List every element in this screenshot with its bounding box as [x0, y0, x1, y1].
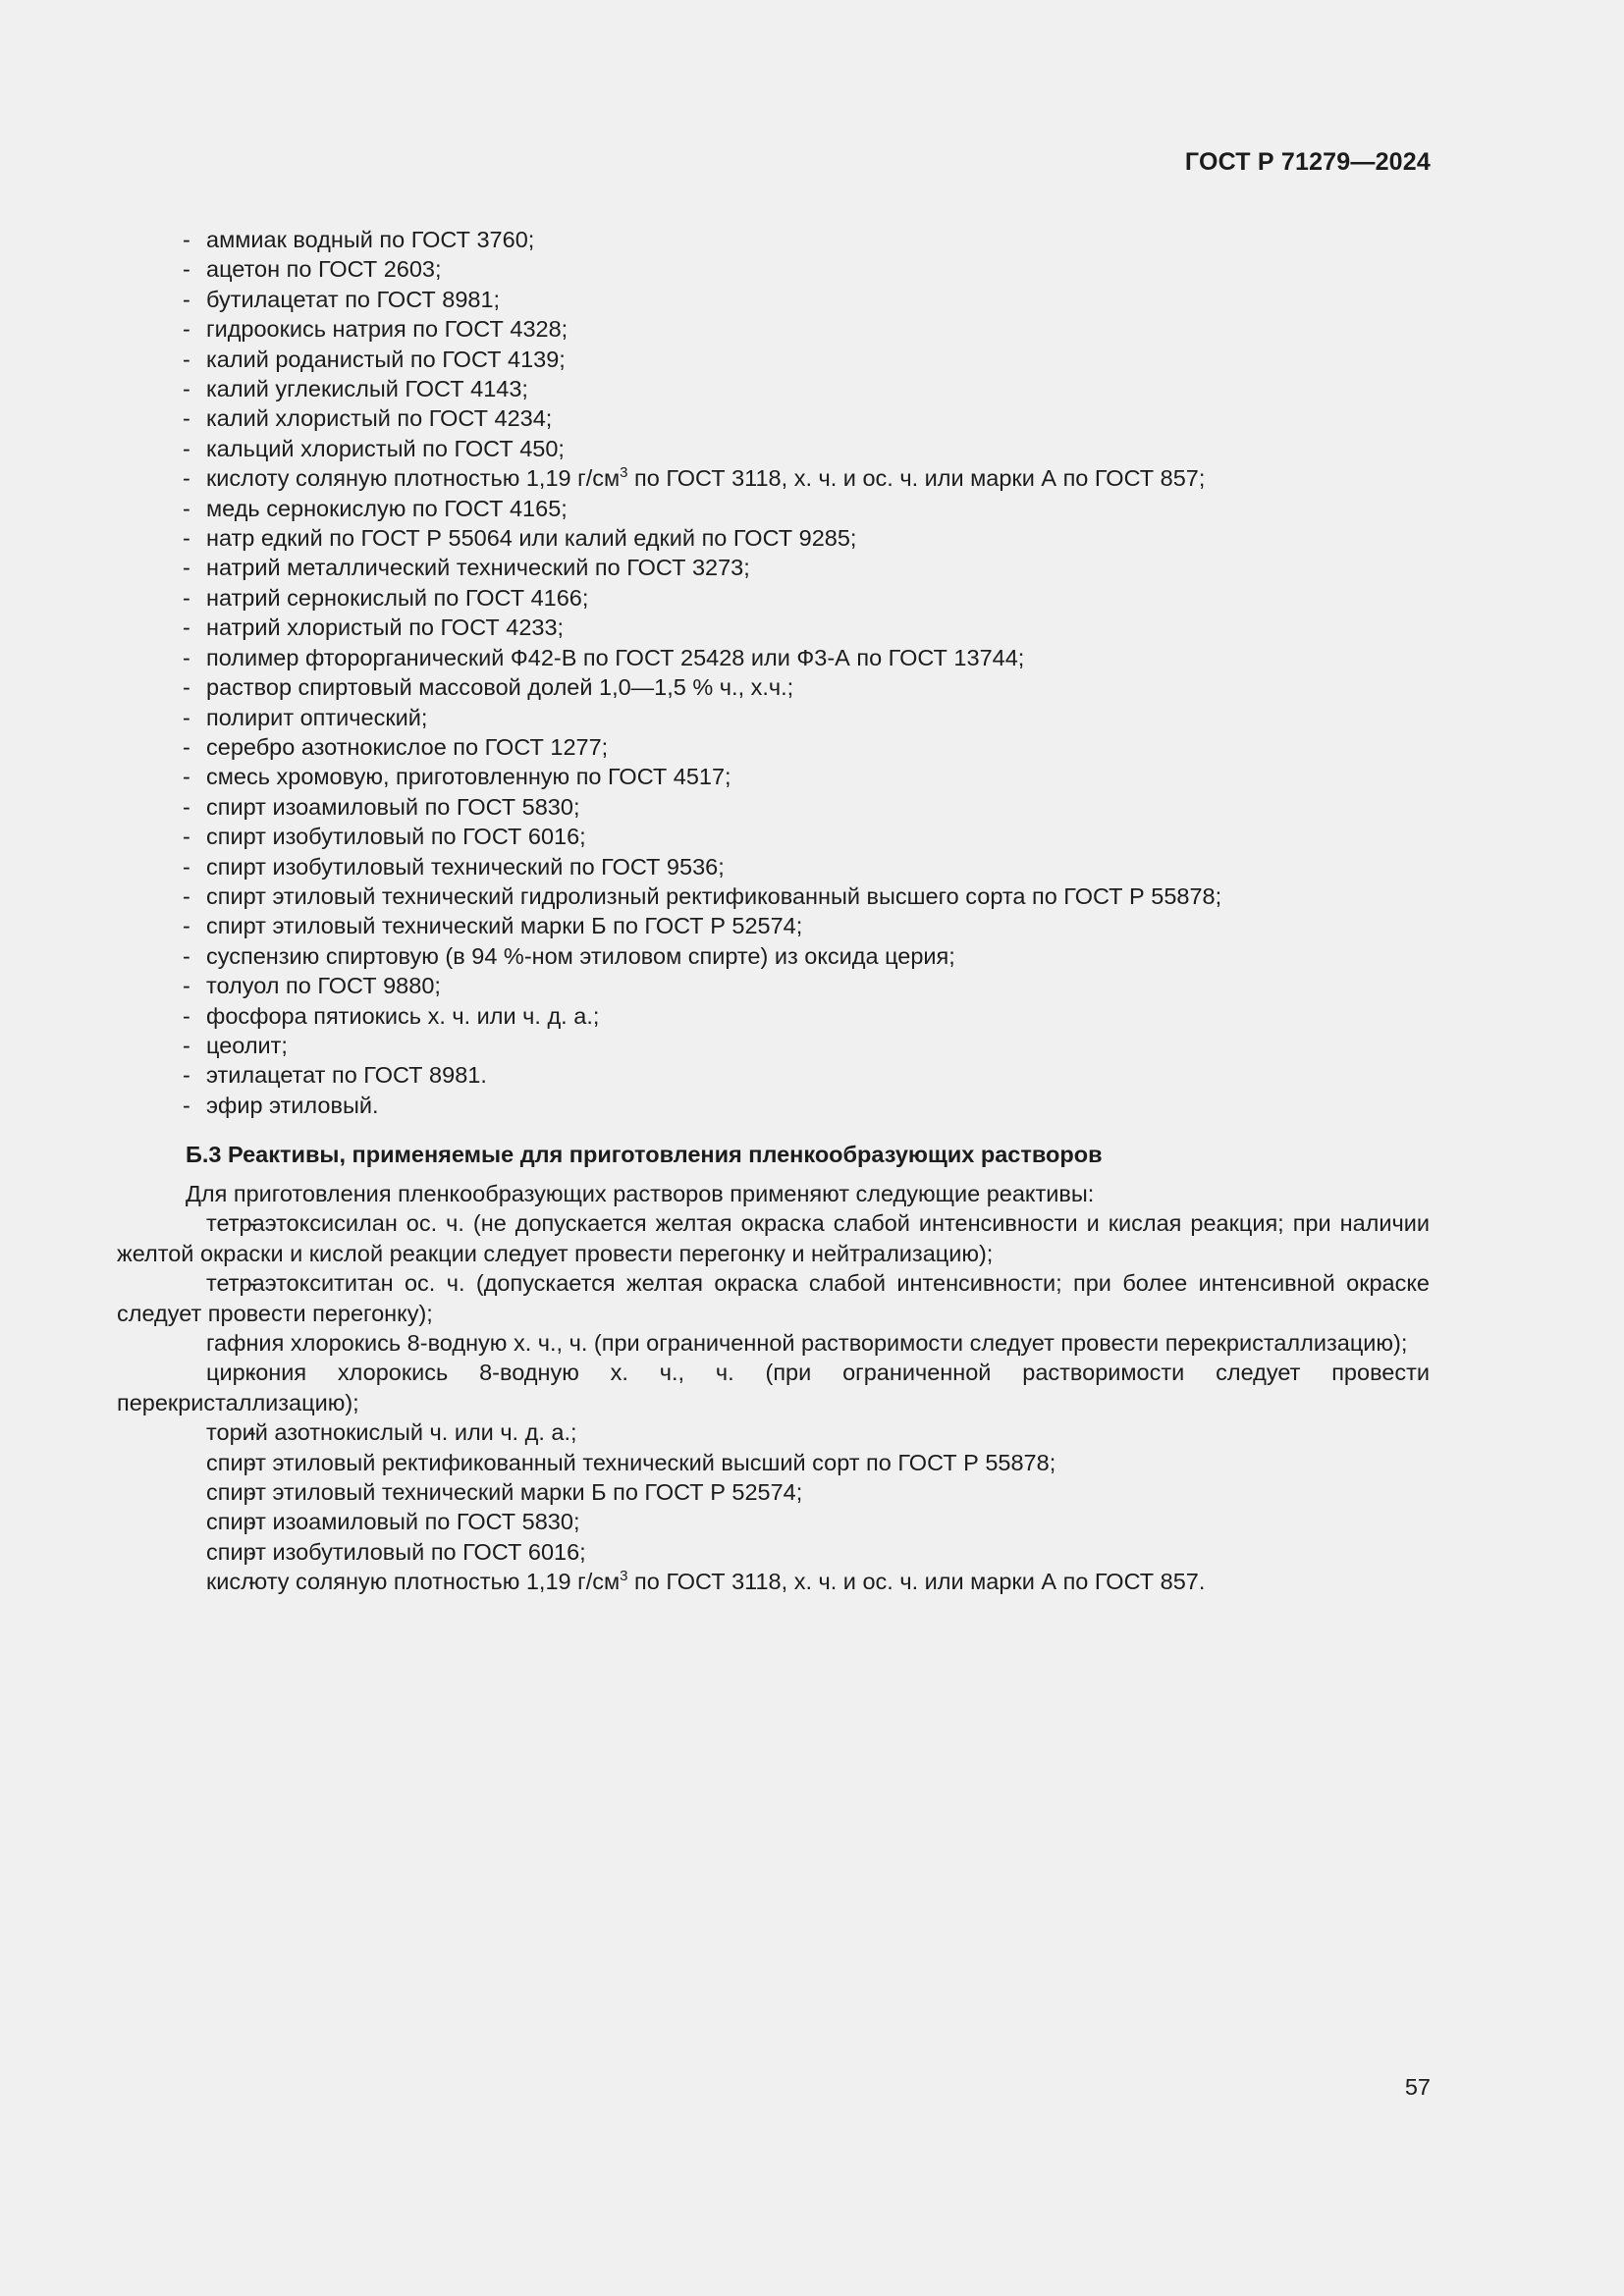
section-b3-list — [117, 1208, 1430, 1596]
list-item: - кислоту соляную плотностью 1,19 $г/см^3$ по ГОСТ 3118, х. ч. и ос. ч. или марки А по ГОСТ 857. — [117, 1567, 1430, 1596]
section-b3-intro: Для приготовления пленкообразующих растворов применяют следующие реактивы: — [186, 1181, 1095, 1206]
list-item: - спирт изоамиловый по ГОСТ 5830; — [183, 792, 1430, 822]
list-item: - серебро азотнокислое по ГОСТ 1277; — [183, 732, 1430, 762]
list-item: - спирт этиловый технический марки Б по ГОСТ Р 52574; — [183, 911, 1430, 940]
list-item: - спирт этиловый ректификованный технический высший сорт по ГОСТ Р 55878; — [117, 1448, 1430, 1477]
list-item: - спирт изобутиловый по ГОСТ 6016; — [117, 1537, 1430, 1567]
list-item: - гафния хлорокись 8-водную х. ч., ч. (при ограниченной растворимости следует провести перекристаллизацию); — [117, 1328, 1430, 1358]
list-item: - гидроокись натрия по ГОСТ 4328; — [183, 314, 1430, 344]
list-item: - тетраэтоксититан ос. ч. (допускается желтая окраска слабой интенсивности; при более интенсивной окраске следует провести перегонку); — [117, 1268, 1430, 1328]
list-item: - спирт изобутиловый по ГОСТ 6016; — [183, 822, 1430, 851]
list-item: - спирт изобутиловый технический по ГОСТ 9536; — [183, 852, 1430, 881]
list-item: - толуол по ГОСТ 9880; — [183, 971, 1430, 1000]
list-item: - аммиак водный по ГОСТ 3760; — [183, 225, 1430, 254]
list-item: - спирт этиловый технический гидролизный ректификованный высшего сорта по ГОСТ Р 55878; — [183, 881, 1430, 911]
list-item: - калий хлористый по ГОСТ 4234; — [183, 403, 1430, 433]
list-item: - бутилацетат по ГОСТ 8981; — [183, 285, 1430, 314]
list-item: - спирт изоамиловый по ГОСТ 5830; — [117, 1507, 1430, 1536]
list-item: - калий роданистый по ГОСТ 4139; — [183, 345, 1430, 374]
list-item: - тетраэтоксисилан ос. ч. (не допускается желтая окраска слабой интенсивности и кислая реакция; при наличии желтой окраски и кислой реакции следует провести перегонку и нейтрализацию); — [117, 1208, 1430, 1268]
list-item: - кислоту соляную плотностью 1,19 $г/см^3$ по ГОСТ 3118, х. ч. и ос. ч. или марки А по ГОСТ 857; — [183, 463, 1430, 493]
list-item: - полимер фторорганический Ф42-В по ГОСТ 25428 или Ф3-А по ГОСТ 13744; — [183, 643, 1430, 672]
page-number: 57 — [1404, 2074, 1431, 2100]
list-item: - полирит оптический; — [183, 703, 1430, 732]
list-item: - фосфора пятиокись х. ч. или ч. д. а.; — [183, 1001, 1430, 1031]
list-item: - натр едкий по ГОСТ Р 55064 или калий едкий по ГОСТ 9285; — [183, 523, 1430, 553]
section-b3-heading: Б.3 Реактивы, применяемые для приготовления пленкообразующих растворов — [186, 1142, 1103, 1167]
reagents-list — [183, 225, 1430, 1120]
list-item: - смесь хромовую, приготовленную по ГОСТ 4517; — [183, 762, 1430, 791]
list-item: - цеолит; — [183, 1031, 1430, 1060]
list-item: - натрий хлористый по ГОСТ 4233; — [183, 613, 1430, 642]
list-item: - медь сернокислую по ГОСТ 4165; — [183, 494, 1430, 523]
list-item: - циркония хлорокись 8-водную х. ч., ч. (при ограниченной растворимости следует провести перекристаллизацию); — [117, 1358, 1430, 1417]
list-item: - ацетон по ГОСТ 2603; — [183, 254, 1430, 284]
list-item: - натрий металлический технический по ГОСТ 3273; — [183, 553, 1430, 582]
list-item: - торий азотнокислый ч. или ч. д. а.; — [117, 1417, 1430, 1447]
section-b3-body — [117, 1179, 1430, 1597]
list-item: - натрий сернокислый по ГОСТ 4166; — [183, 583, 1430, 613]
list-item: - кальций хлористый по ГОСТ 450; — [183, 434, 1430, 463]
list-item: - эфир этиловый. — [183, 1091, 1430, 1120]
document-code: ГОСТ Р 71279—2024 — [1184, 148, 1431, 176]
list-item: - раствор спиртовый массовой долей 1,0—1,5 % ч., х.ч.; — [183, 672, 1430, 702]
list-item: - этилацетат по ГОСТ 8981. — [183, 1060, 1430, 1090]
list-item: - суспензию спиртовую (в 94 %-ном этиловом спирте) из оксида церия; — [183, 941, 1430, 971]
list-item: - спирт этиловый технический марки Б по ГОСТ Р 52574; — [117, 1477, 1430, 1507]
list-item: - калий углекислый ГОСТ 4143; — [183, 374, 1430, 403]
